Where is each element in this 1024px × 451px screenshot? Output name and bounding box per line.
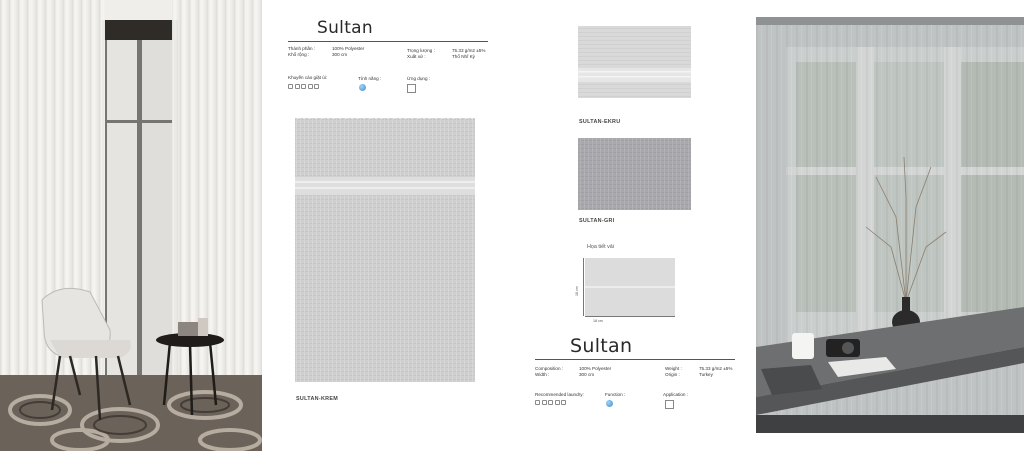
pattern-axis-y xyxy=(583,258,584,316)
function-label: Tính năng : xyxy=(358,76,382,81)
globe-function-icon xyxy=(606,400,613,407)
tumble-dry-icon xyxy=(561,400,566,405)
spec-labels-right: Weight : Origin : xyxy=(665,366,682,378)
laundry-label: Recommended laundry: xyxy=(535,392,584,397)
spec-labels-left: Composition : Width : xyxy=(535,366,564,378)
application-label: Ứng dụng : xyxy=(407,76,431,81)
swatch-caption-ekru: SULTAN-EKRU xyxy=(579,119,621,125)
wash-icon xyxy=(288,84,293,89)
swatch-caption-krem: SULTAN-KREM xyxy=(296,396,339,402)
bleach-icon xyxy=(295,84,300,89)
fabric-swatch-krem xyxy=(292,115,478,385)
pattern-x-label: 18 cm xyxy=(593,319,603,323)
spec-labels-left: Thành phần : Khổ rộng : xyxy=(288,46,316,58)
laundry-care-icons xyxy=(535,400,566,405)
fabric-swatch-gri xyxy=(576,136,693,212)
spec-values-right: 75.33 g/m2 ±5% Turkey xyxy=(699,366,733,378)
application-window-icon xyxy=(407,84,416,93)
dry-clean-icon xyxy=(555,400,560,405)
title-rule xyxy=(288,41,488,42)
pattern-repeat-diagram xyxy=(585,258,675,316)
spec-values-left: 100% Polyester 300 cm xyxy=(332,46,365,58)
function-label: Function : xyxy=(605,392,626,397)
iron-icon xyxy=(301,84,306,89)
laundry-care-icons xyxy=(288,84,319,89)
spec-labels-right: Trọng lượng : Xuất xứ : xyxy=(407,48,435,60)
swatch-caption-gri: SULTAN-GRI xyxy=(579,218,615,224)
pattern-y-label: 18 cm xyxy=(575,286,579,296)
application-window-icon xyxy=(665,400,674,409)
catalog-page-english xyxy=(513,0,756,451)
iron-icon xyxy=(548,400,553,405)
interior-photo-desk-window xyxy=(756,17,1024,433)
spec-values-right: 75.33 g/m2 ±5% Thổ Nhĩ Kỳ xyxy=(452,48,486,60)
product-title: Sultan xyxy=(317,18,373,38)
pattern-axis-x xyxy=(585,316,675,317)
tumble-dry-icon xyxy=(314,84,319,89)
wash-icon xyxy=(535,400,540,405)
fabric-swatch-ekru xyxy=(576,24,693,100)
interior-photo-living-room xyxy=(0,0,262,451)
product-title: Sultan xyxy=(570,335,633,357)
dry-clean-icon xyxy=(308,84,313,89)
catalog-page-vietnamese xyxy=(262,0,512,451)
pattern-title: Họa tiết vải xyxy=(587,244,614,250)
application-label: Application : xyxy=(663,392,689,397)
laundry-label: Khuyến cáo giặt ủi: xyxy=(288,75,328,80)
globe-function-icon xyxy=(359,84,366,91)
title-rule xyxy=(535,359,735,360)
bleach-icon xyxy=(542,400,547,405)
spec-values-left: 100% Polyester 300 cm xyxy=(579,366,612,378)
